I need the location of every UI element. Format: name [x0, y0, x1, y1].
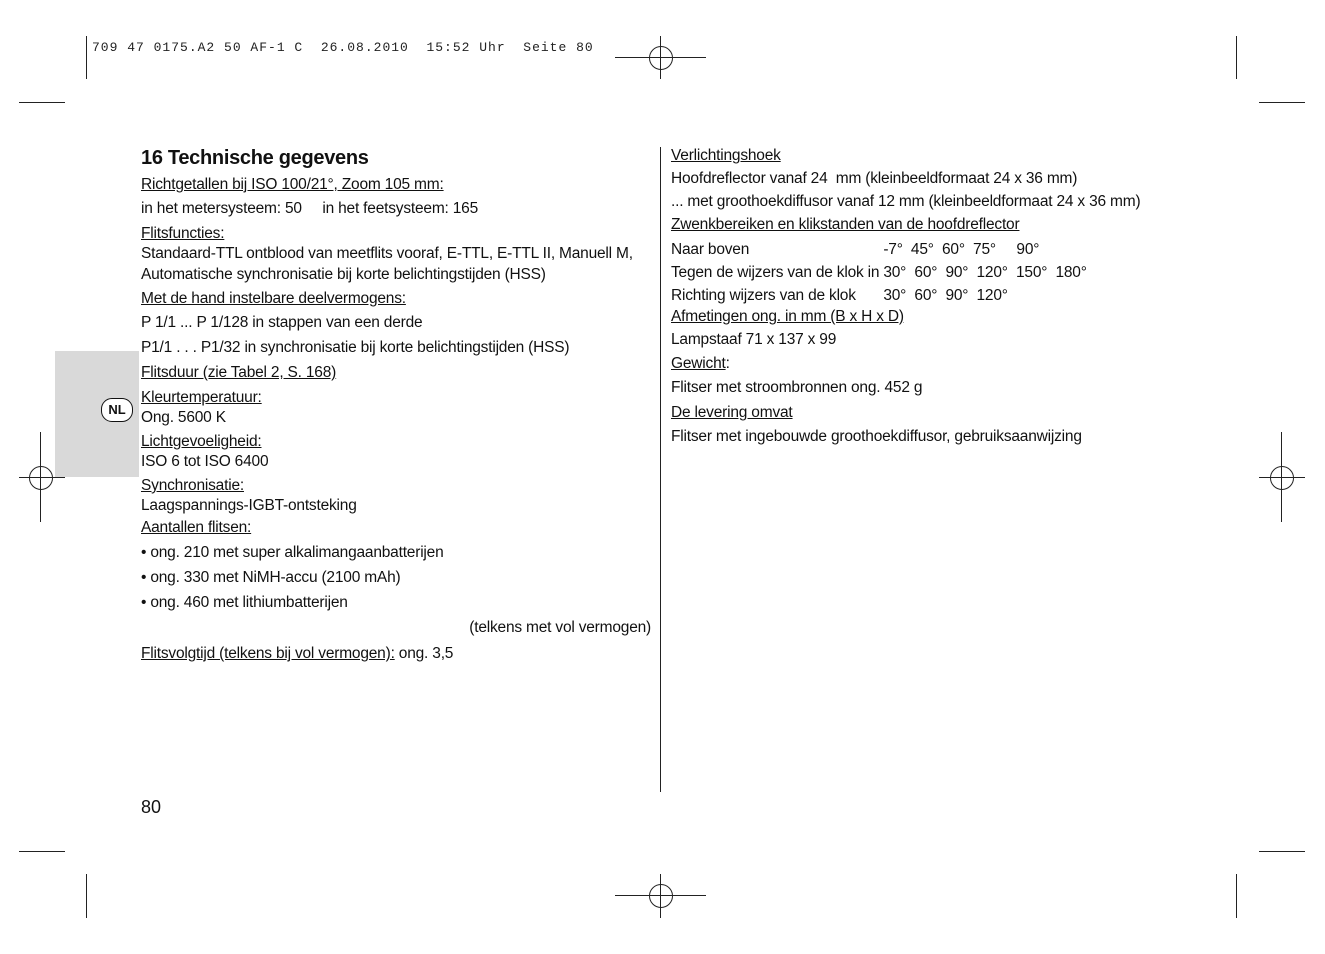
color-temp-value: Ong. 5600 K	[141, 409, 226, 426]
guide-numbers-label: Richtgetallen bij ISO 100/21°, Zoom 105 mm:	[141, 176, 444, 193]
partial-power-line2: P1/1 . . . P1/32 in synchronisatie bij korte belichtingstijden (HSS)	[141, 339, 570, 356]
crop-mark-top-left-horizontal	[19, 102, 65, 103]
recycle-value: ong. 3,5	[394, 645, 454, 662]
swivel-row-label: Naar boven	[671, 240, 750, 258]
recycle-label: Flitsvolgtijd (telkens bij vol vermogen):	[141, 645, 395, 662]
swivel-row-label: Richting wijzers van de klok	[671, 286, 856, 304]
table-row	[671, 238, 1087, 261]
right-column	[671, 146, 1191, 447]
weight-value: Flitser met stroombronnen ong. 452 g	[671, 379, 923, 396]
flash-functions-line2: Automatische synchronisatie bij korte belichtingstijden (HSS)	[141, 266, 546, 283]
flash-count-item: • ong. 330 met NiMH-accu (2100 mAh)	[141, 569, 401, 586]
color-temp-label: Kleurtemperatuur:	[141, 389, 262, 406]
crop-mark-top-left-vertical	[86, 36, 87, 79]
crop-mark-top-right-horizontal	[1259, 102, 1305, 103]
recycle-time	[141, 644, 653, 664]
partial-power-line1: P 1/1 ... P 1/128 in stappen van een derde	[141, 314, 423, 331]
crop-mark-bottom-left-horizontal	[19, 851, 65, 852]
table-row	[671, 261, 1087, 284]
section-title: 16 Technische gegevens	[141, 147, 369, 169]
left-column	[141, 145, 653, 664]
crop-mark-top-right-vertical	[1236, 36, 1237, 79]
weight-label: Gewicht	[671, 355, 726, 372]
swivel-row-label: Tegen de wijzers van de klok in	[671, 263, 880, 281]
flash-functions-label: Flitsfuncties:	[141, 225, 225, 242]
crop-mark-bottom-right-vertical	[1236, 874, 1237, 918]
crop-mark-bottom-left-vertical	[86, 874, 87, 918]
dimensions-label: Afmetingen ong. in mm (B x H x D)	[671, 308, 904, 325]
flash-count-item: • ong. 460 met lithiumbatterijen	[141, 594, 348, 611]
flash-functions-line1: Standaard-TTL ontblood van meetflits vooraf, E-TTL, E-TTL II, Manuell M,	[141, 245, 633, 262]
swivel-table	[671, 238, 1087, 307]
swivel-row-values: -7° 45° 60° 75° 90°	[883, 240, 1040, 258]
sensitivity-label: Lichtgevoeligheid:	[141, 433, 262, 450]
delivery-value: Flitser met ingebouwde groothoekdiffusor, gebruiksaanwijzing	[671, 428, 1082, 445]
page-number: 80	[141, 797, 162, 817]
column-divider	[660, 147, 661, 792]
flash-count-note: (telkens met vol vermogen)	[469, 619, 651, 636]
guide-numbers-value: in het metersysteem: 50 in het feetsysteem: 165	[141, 200, 478, 217]
sync-value: Laagspannings-IGBT-ontsteking	[141, 497, 357, 514]
flash-duration-label: Flitsduur (zie Tabel 2, S. 168)	[141, 364, 337, 381]
crop-mark-bottom-right-horizontal	[1259, 851, 1305, 852]
flash-count-item: • ong. 210 met super alkalimangaanbatterijen	[141, 544, 444, 561]
language-badge: NL	[101, 398, 133, 422]
flash-count-label: Aantallen flitsen:	[141, 519, 252, 536]
weight-colon: :	[725, 355, 730, 372]
sync-label: Synchronisatie:	[141, 477, 244, 494]
coverage-line2: ... met groothoekdiffusor vanaf 12 mm (kleinbeeldformaat 24 x 36 mm)	[671, 193, 1141, 210]
delivery-label: De levering omvat	[671, 404, 793, 421]
partial-power-label: Met de hand instelbare deelvermogens:	[141, 290, 406, 307]
weight-heading	[671, 354, 1191, 378]
swivel-row-values: 30° 60° 90° 120° 150° 180°	[883, 263, 1087, 281]
coverage-label: Verlichtingshoek	[671, 147, 781, 164]
dimensions-value: Lampstaaf 71 x 137 x 99	[671, 331, 837, 348]
sensitivity-value: ISO 6 tot ISO 6400	[141, 453, 269, 470]
coverage-line1: Hoofdreflector vanaf 24 mm (kleinbeeldformaat 24 x 36 mm)	[671, 170, 1078, 187]
swivel-label: Zwenkbereiken en klikstanden van de hoofdreflector	[671, 216, 1020, 233]
table-row	[671, 284, 1087, 307]
swivel-row-values: 30° 60° 90° 120°	[883, 286, 1008, 304]
print-header: 709 47 0175.A2 50 AF-1 C 26.08.2010 15:52 Uhr Seite 80	[92, 40, 594, 55]
